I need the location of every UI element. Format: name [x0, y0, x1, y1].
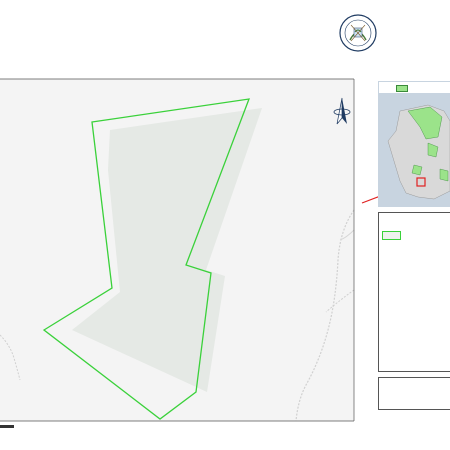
crs-panel [378, 377, 450, 410]
inset-map [378, 81, 450, 207]
north-arrow-icon [331, 88, 353, 128]
scale-bar [0, 425, 14, 429]
facebook-icon[interactable] [420, 432, 429, 441]
instagram-icon[interactable] [440, 432, 449, 441]
x-icon[interactable] [430, 432, 439, 441]
inset-legend-swatch [396, 85, 408, 92]
legend-swatch-protected [382, 231, 401, 240]
